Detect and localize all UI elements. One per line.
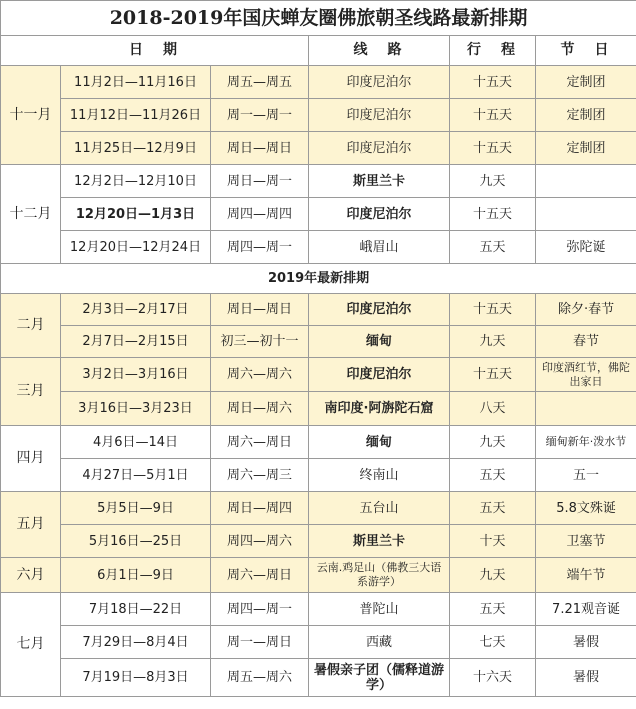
row-duration: 十五天 (450, 358, 536, 392)
row-route: 印度尼泊尔 (309, 294, 450, 326)
row-festival (536, 165, 636, 198)
row-route: 斯里兰卡 (309, 525, 450, 558)
row-festival: 7.21观音诞 (536, 593, 636, 626)
row-date: 11月2日—11月16日 (61, 66, 211, 99)
row-festival: 五一 (536, 459, 636, 492)
row-duration: 十五天 (450, 132, 536, 165)
row-duration: 九天 (450, 326, 536, 358)
row-date: 2月7日—2月15日 (61, 326, 211, 358)
row-route: 五台山 (309, 492, 450, 525)
row-duration: 七天 (450, 626, 536, 659)
row-weekday: 周四—周一 (211, 231, 309, 264)
month-label-jul: 七月 (1, 593, 61, 697)
row-festival: 除夕·春节 (536, 294, 636, 326)
row-festival: 弥陀诞 (536, 231, 636, 264)
row-date: 7月29日—8月4日 (61, 626, 211, 659)
header-route: 线 路 (309, 36, 450, 66)
row-route: 西藏 (309, 626, 450, 659)
row-festival: 缅甸新年·泼水节 (536, 426, 636, 459)
row-duration: 十六天 (450, 659, 536, 697)
row-date: 11月25日—12月9日 (61, 132, 211, 165)
row-festival: 暑假 (536, 659, 636, 697)
row-route: 南印度·阿旃陀石窟 (309, 392, 450, 426)
row-weekday: 周四—周一 (211, 593, 309, 626)
row-date: 4月27日—5月1日 (61, 459, 211, 492)
row-festival: 春节 (536, 326, 636, 358)
row-duration: 十五天 (450, 294, 536, 326)
row-route: 印度尼泊尔 (309, 198, 450, 231)
month-label-jun: 六月 (1, 558, 61, 593)
row-weekday: 周六—周日 (211, 426, 309, 459)
row-duration: 八天 (450, 392, 536, 426)
row-date: 12月20日—12月24日 (61, 231, 211, 264)
row-festival: 暑假 (536, 626, 636, 659)
row-date: 7月19日—8月3日 (61, 659, 211, 697)
header-duration: 行 程 (450, 36, 536, 66)
section-subtitle: 2019年最新排期 (1, 264, 636, 294)
row-duration: 十天 (450, 525, 536, 558)
row-date: 4月6日—14日 (61, 426, 211, 459)
row-route: 印度尼泊尔 (309, 358, 450, 392)
row-duration: 五天 (450, 459, 536, 492)
row-weekday: 周五—周五 (211, 66, 309, 99)
row-route: 终南山 (309, 459, 450, 492)
row-date: 12月20日—1月3日 (61, 198, 211, 231)
row-festival: 5.8文殊诞 (536, 492, 636, 525)
month-label-feb: 二月 (1, 294, 61, 358)
row-duration: 五天 (450, 593, 536, 626)
row-weekday: 周一—周一 (211, 99, 309, 132)
row-weekday: 周日—周日 (211, 294, 309, 326)
row-weekday: 周四—周六 (211, 525, 309, 558)
row-duration: 五天 (450, 231, 536, 264)
row-weekday: 初三—初十一 (211, 326, 309, 358)
row-duration: 九天 (450, 165, 536, 198)
row-route: 峨眉山 (309, 231, 450, 264)
month-label-apr: 四月 (1, 426, 61, 492)
row-route: 暑假亲子团（儒释道游学） (309, 659, 450, 697)
row-route: 缅甸 (309, 426, 450, 459)
row-weekday: 周日—周一 (211, 165, 309, 198)
row-duration: 五天 (450, 492, 536, 525)
row-festival: 端午节 (536, 558, 636, 593)
header-festival: 节 日 (536, 36, 636, 66)
row-duration: 十五天 (450, 66, 536, 99)
row-weekday: 周五—周六 (211, 659, 309, 697)
row-festival (536, 392, 636, 426)
row-festival: 定制团 (536, 66, 636, 99)
row-festival: 卫塞节 (536, 525, 636, 558)
row-date: 5月16日—25日 (61, 525, 211, 558)
row-route: 印度尼泊尔 (309, 132, 450, 165)
row-route: 缅甸 (309, 326, 450, 358)
month-label-nov: 十一月 (1, 66, 61, 165)
row-weekday: 周六—周三 (211, 459, 309, 492)
row-route: 印度尼泊尔 (309, 66, 450, 99)
row-date: 7月18日—22日 (61, 593, 211, 626)
row-date: 6月1日—9日 (61, 558, 211, 593)
row-weekday: 周六—周六 (211, 358, 309, 392)
row-duration: 十五天 (450, 99, 536, 132)
row-festival: 定制团 (536, 132, 636, 165)
row-route: 普陀山 (309, 593, 450, 626)
row-duration: 十五天 (450, 198, 536, 231)
row-weekday: 周日—周日 (211, 132, 309, 165)
row-weekday: 周日—周四 (211, 492, 309, 525)
table-title: 2018-2019年国庆蝉友圈佛旅朝圣线路最新排期 (1, 1, 636, 36)
row-festival: 印度酒红节，佛陀出家日 (536, 358, 636, 392)
row-festival (536, 198, 636, 231)
row-route: 斯里兰卡 (309, 165, 450, 198)
row-weekday: 周日—周六 (211, 392, 309, 426)
row-date: 5月5日—9日 (61, 492, 211, 525)
row-date: 11月12日—11月26日 (61, 99, 211, 132)
row-route: 云南.鸡足山（佛教三大语系游学） (309, 558, 450, 593)
row-date: 3月16日—3月23日 (61, 392, 211, 426)
row-duration: 九天 (450, 426, 536, 459)
month-label-mar: 三月 (1, 358, 61, 426)
month-label-dec: 十二月 (1, 165, 61, 264)
month-label-may: 五月 (1, 492, 61, 558)
row-weekday: 周六—周日 (211, 558, 309, 593)
header-date: 日 期 (1, 36, 309, 66)
row-weekday: 周一—周日 (211, 626, 309, 659)
row-route: 印度尼泊尔 (309, 99, 450, 132)
row-festival: 定制团 (536, 99, 636, 132)
row-weekday: 周四—周四 (211, 198, 309, 231)
row-duration: 九天 (450, 558, 536, 593)
row-date: 2月3日—2月17日 (61, 294, 211, 326)
row-date: 3月2日—3月16日 (61, 358, 211, 392)
row-date: 12月2日—12月10日 (61, 165, 211, 198)
